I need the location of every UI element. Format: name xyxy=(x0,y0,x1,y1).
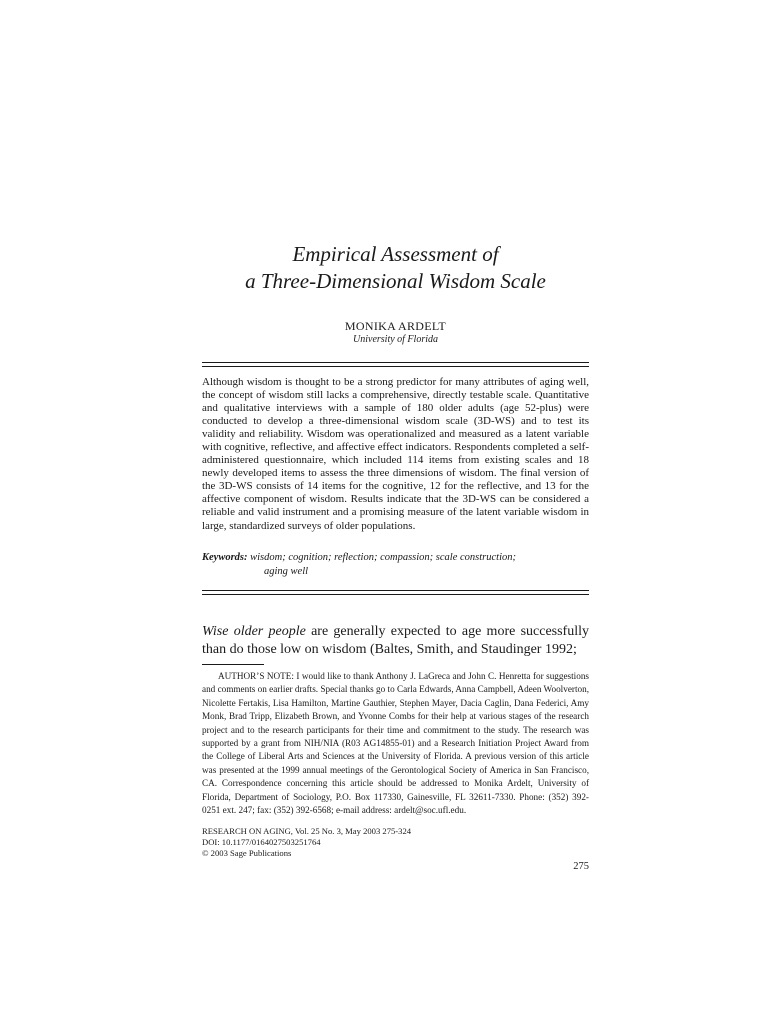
article-page xyxy=(202,0,589,1024)
keywords-label: Keywords: xyxy=(202,552,248,563)
keywords-line-2: aging well xyxy=(264,565,309,577)
body-text: are generally expected to age more successfully than do those low on wisdom (Baltes, Smith, and Staudinger 1992; xyxy=(202,624,589,657)
body-paragraph xyxy=(202,623,589,659)
body-lead-phrase: Wise older people xyxy=(202,624,306,639)
author-affiliation: University of Florida xyxy=(353,334,438,345)
keywords-line-1: wisdom; cognition; reflection; compassion; scale construction; xyxy=(250,552,516,563)
abstract-bottom-rule xyxy=(202,590,589,595)
abstract-top-rule xyxy=(202,362,589,367)
footnote-rule xyxy=(202,664,264,665)
keywords-block xyxy=(202,551,589,578)
title-line-2: a Three-Dimensional Wisdom Scale xyxy=(245,269,546,293)
page-number: 275 xyxy=(573,861,589,872)
author-name: MONIKA ARDELT xyxy=(344,319,447,333)
article-title xyxy=(202,241,589,295)
publication-info xyxy=(202,826,589,859)
abstract-text: Although wisdom is thought to be a strong predictor for many attributes of aging well, the concept of wisdom still lacks a comprehensive, directly testable scale. Quantitative and qualitative interviews with a sample of 180 older adults (age 52-plus) were conducted to develop a three-dimensional wisdom scale (3D-WS) and to test its validity and reliability. Wisdom was operationalized and measured as a latent variable with cognitive, reflective, and affective effect indicators. Respondents completed a self-administered questionnaire, which included 114 items from existing scales and 18 newly developed items to assess the three dimensions of wisdom. The final version of the 3D-WS consists of 14 items for the cognitive, 12 for the reflective, and 13 for the affective component of wisdom. Results indicate that the 3D-WS can be considered a reliable and valid instrument and a promising measure of the latent variable wisdom in large, standardized surveys of older populations. xyxy=(202,376,589,532)
authors-note: AUTHOR’S NOTE: I would like to thank Anthony J. LaGreca and John C. Henretta for suggestions and comments on earlier drafts. Special thanks go to Carla Edwards, Anna Campbell, Adeen Woolverton, Nicolette Fertakis, Lisa Hamilton, Martine Gauthier, Stephen Mayer, Dacia Caglin, Dana Federici, Amy Monk, Brad Tripp, Elizabeth Brown, and Yvonne Combs for their help at various stages of the research project and to the research participants for their time and commitment to the study. The research was supported by a grant from NIH/NIA (R03 AG14855-01) and a Research Initiation Project Award from the College of Liberal Arts and Sciences at the University of Florida. A previous version of this article was presented at the 1999 annual meetings of the Gerontological Society of America in San Francisco, CA. Correspondence concerning this article should be addressed to Monika Ardelt, University of Florida, Department of Sociology, P.O. Box 117330, Gainesville, FL 32611-7330. Phone: (352) 392-0251 ext. 247; fax: (352) 392-6568; e-mail address: ardelt@soc.ufl.edu. xyxy=(202,671,589,816)
journal-citation: RESEARCH ON AGING, Vol. 25 No. 3, May 2003 275-324 xyxy=(202,826,412,836)
copyright-line: © 2003 Sage Publications xyxy=(202,848,292,858)
doi-line: DOI: 10.1177/0164027503251764 xyxy=(202,837,321,847)
title-line-1: Empirical Assessment of xyxy=(292,242,499,266)
